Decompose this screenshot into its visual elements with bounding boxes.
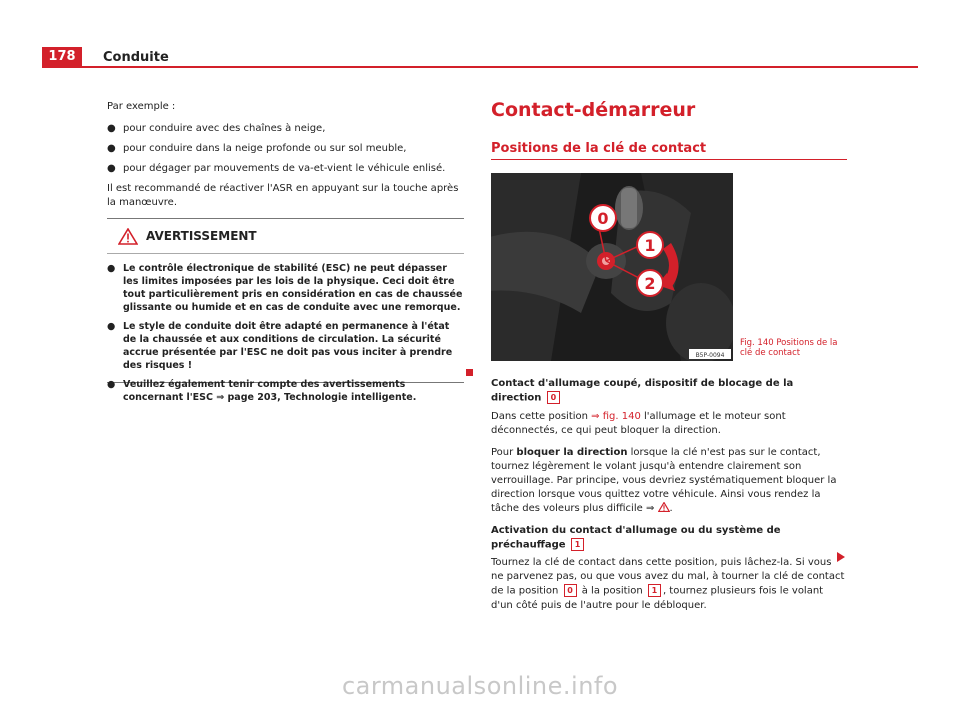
list-item: ● pour conduire dans la neige profonde ou sur sol meuble, bbox=[107, 143, 407, 154]
warning-header bbox=[107, 219, 464, 254]
figure-reference-link[interactable]: ⇒ fig. 140 bbox=[591, 410, 641, 422]
subsection-rule bbox=[491, 159, 847, 160]
position-badge: 0 bbox=[547, 391, 560, 404]
figure-label-2: 2 bbox=[644, 274, 656, 293]
right-column bbox=[491, 377, 847, 621]
position-badge: 0 bbox=[564, 584, 577, 597]
left-column bbox=[107, 100, 464, 218]
position-badge: 1 bbox=[648, 584, 661, 597]
figure-code: B5P-0094 bbox=[695, 352, 725, 359]
list-item: ● pour dégager par mouvements de va-et-vient le véhicule enlisé. bbox=[107, 163, 446, 174]
warning-title: AVERTISSEMENT bbox=[146, 229, 257, 243]
page-number: 178 bbox=[42, 47, 82, 67]
paragraph: Dans cette position ⇒ fig. 140 l'allumage et le moteur sont déconnectés, ce qui peut bloquer la direction. bbox=[491, 410, 786, 436]
ignition-illustration bbox=[491, 173, 733, 361]
figure-label-1: 1 bbox=[644, 236, 656, 255]
warning-item: ● Le style de conduite doit être adapté en permanence à l'état de la chaussée et aux conditions de circulation. La sécurité accrue présentée par l'ESC ne doit pas vous inciter à prendre des risques ! bbox=[107, 321, 453, 371]
warning-box bbox=[107, 218, 464, 403]
paragraph: Pour bloquer la direction lorsque la clé n'est pas sur le contact, tournez légèrement le volant jusqu'à entendre clairement son verrouillage. Par principe, vous devriez systématiquement bloquer la direction lorsque vous quittez votre véhicule. Ainsi vous rendez la tâche des voleurs plus difficile ⇒ . bbox=[491, 446, 837, 514]
warning-body bbox=[107, 254, 464, 404]
end-of-section-marker bbox=[466, 369, 473, 376]
ignition-key-figure bbox=[491, 173, 733, 361]
recommendation-text: Il est recommandé de réactiver l'ASR en appuyant sur la touche après la manœuvre. bbox=[107, 183, 459, 208]
warning-item: ● Le contrôle électronique de stabilité (ESC) ne peut dépasser les limites imposées par les lois de la physique. Ceci doit être tout particulièrement pris en considération en cas de chaussée glissante ou humide et en cas de conduite avec une remorque. bbox=[107, 263, 463, 313]
paragraph-heading: Activation du contact d'allumage ou du système de préchauffage 1 bbox=[491, 524, 781, 550]
continue-arrow-icon bbox=[837, 552, 845, 562]
figure-caption: Fig. 140 Positions de la clé de contact bbox=[740, 338, 838, 358]
paragraph: Tournez la clé de contact dans cette position, puis lâchez-la. Si vous ne parvenez pas, ou que vous avez du mal, à tourner la clé de contact de la position 0 à la position 1 , tournez plusieurs fois le volant d'un côté puis de l'autre pour le débloquer. bbox=[491, 557, 845, 611]
header-rule bbox=[42, 66, 918, 68]
section-title: Contact-démarreur bbox=[491, 99, 696, 121]
warning-item: ● Veuillez également tenir compte des avertissements concernant l'ESC ⇒ page 203, Technologie intelligente. bbox=[107, 379, 417, 403]
intro-text: Par exemple : bbox=[107, 101, 176, 112]
chapter-title: Conduite bbox=[103, 50, 169, 65]
warning-triangle-icon bbox=[118, 228, 138, 245]
watermark: carmanualsonline.info bbox=[341, 672, 619, 700]
list-item: ● pour conduire avec des chaînes à neige, bbox=[107, 123, 326, 134]
warning-triangle-icon[interactable] bbox=[658, 502, 670, 512]
figure-label-0: 0 bbox=[597, 209, 609, 228]
subsection-title: Positions de la clé de contact bbox=[491, 141, 707, 156]
paragraph-heading: Contact d'allumage coupé, dispositif de blocage de la direction 0 bbox=[491, 378, 794, 404]
position-badge: 1 bbox=[571, 538, 584, 551]
